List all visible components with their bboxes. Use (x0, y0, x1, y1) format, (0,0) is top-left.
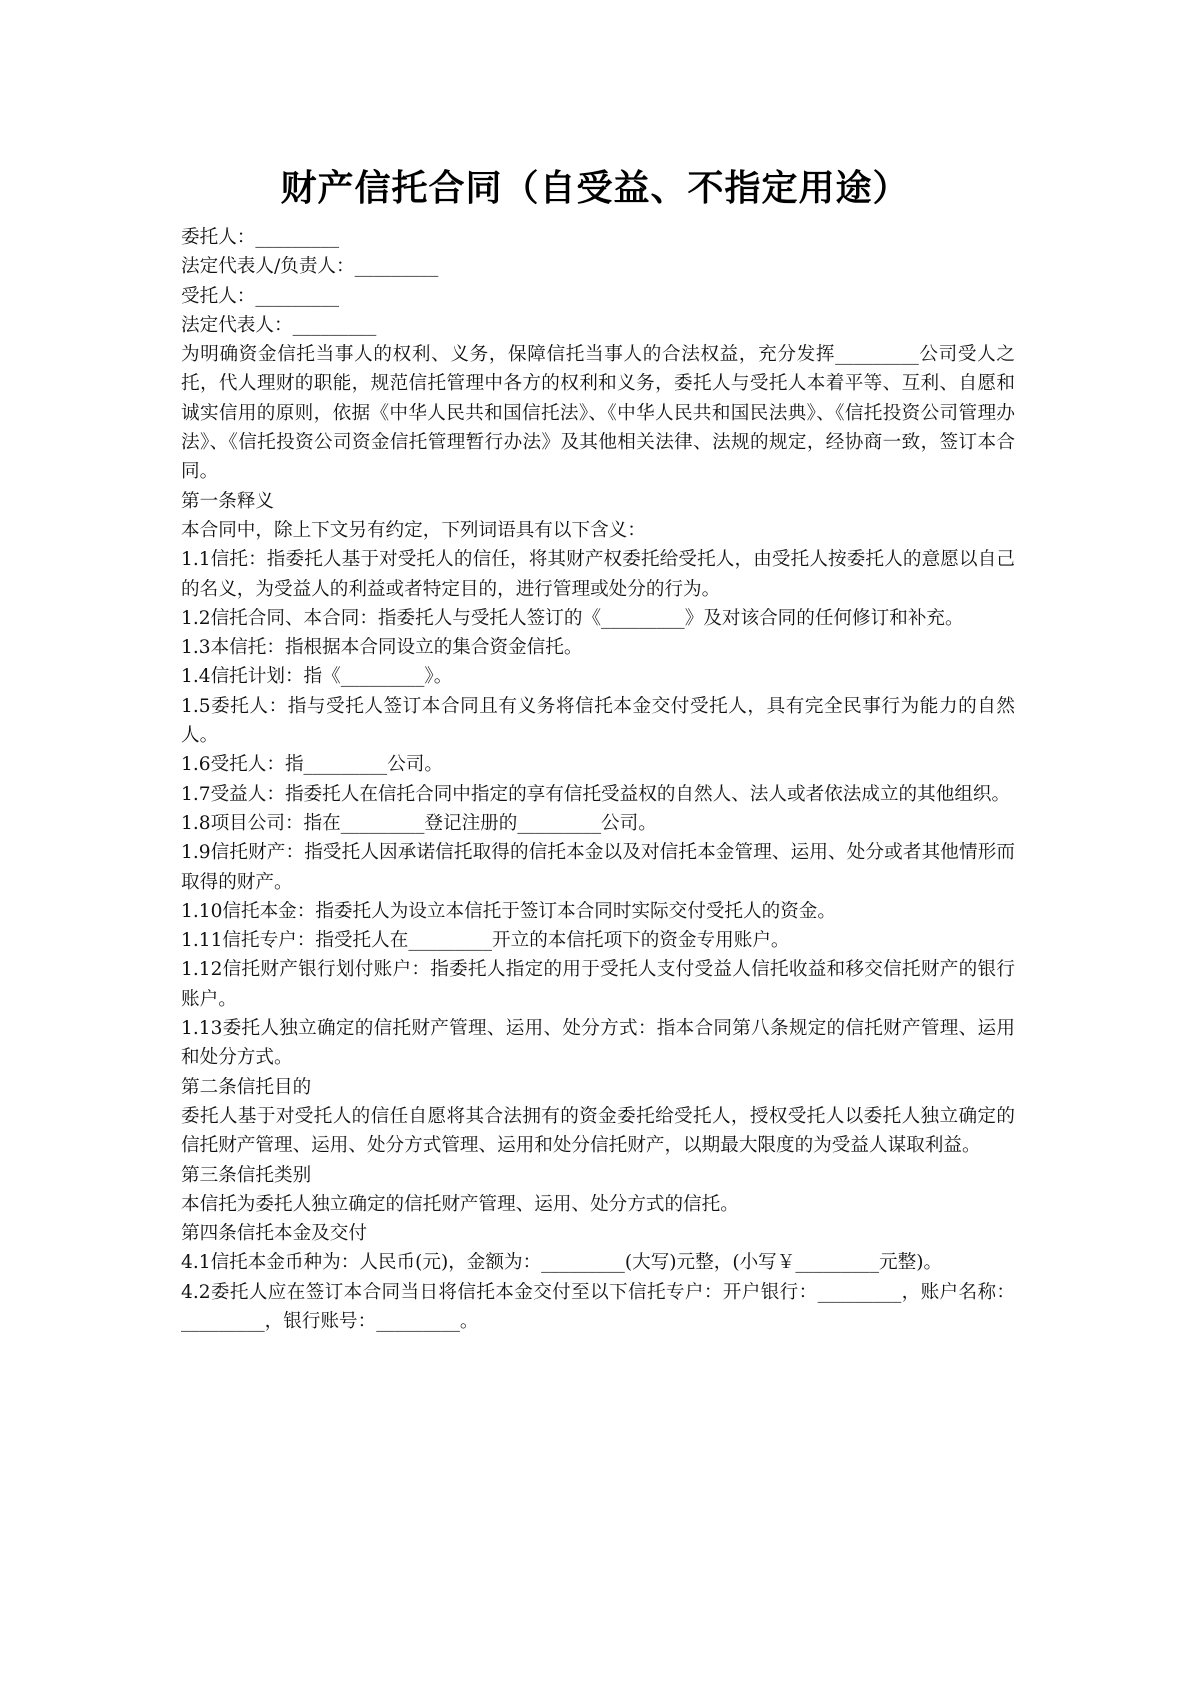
definition-item: 1.3本信托：指根据本合同设立的集合资金信托。 (181, 637, 583, 659)
definition-item: 1.13委托人独立确定的信托财产管理、运用、处分方式：指本合同第八条规定的信托财产管理、运用和处分方式。 (181, 1018, 1015, 1069)
article-3-heading: 第三条信托类别 (181, 1164, 312, 1186)
definition-item: 1.7受益人：指委托人在信托合同中指定的享有信托受益权的自然人、法人或者依法成立的其他组织。 (181, 783, 1011, 805)
definition-item: 1.2信托合同、本合同：指委托人与受托人签订的《_________》及对该合同的任何修订和补充。 (181, 607, 964, 629)
article-4-heading: 第四条信托本金及交付 (181, 1223, 367, 1245)
party-trustor: 委托人：_________ (181, 227, 340, 248)
principal-item: 4.2委托人应在签订本合同当日将信托本金交付至以下信托专户：开户银行：_________，账户名称：_________，银行账号：_________。 (181, 1281, 1015, 1332)
article-2-text: 委托人基于对受托人的信任自愿将其合法拥有的资金委托给受托人，授权受托人以委托人独立确定的信托财产管理、运用、处分方式管理、运用和处分信托财产，以期最大限度的为受益人谋取利益。 (181, 1105, 1015, 1157)
definition-item: 1.5委托人：指与受托人签订本合同且有义务将信托本金交付受托人，具有完全民事行为能力的自然人。 (181, 695, 1015, 747)
preamble-paragraph: 为明确资金信托当事人的权利、义务，保障信托当事人的合法权益，充分发挥_________公司受人之托，代人理财的职能，规范信托管理中各方的权利和义务，委托人与受托人本着平等、互利、自愿和诚实信用的原则，依据《中华人民共和国信托法》、《中华人民共和国民法典》、《信托投资公司管理办法》、《信托投资公司资金信托管理暂行办法》及其他相关法律、法规的规定，经协商一致，签订本合同。 (181, 344, 1015, 483)
parties-section (181, 223, 1015, 340)
definition-item: 1.1信托：指委托人基于对受托人的信任，将其财产权委托给受托人，由受托人按委托人的意愿以自己的名义，为受益人的利益或者特定目的，进行管理或处分的行为。 (181, 549, 1015, 600)
definition-item: 1.11信托专户：指受托人在_________开立的本信托项下的资金专用账户。 (181, 930, 790, 952)
principal-item: 4.1信托本金币种为：人民币(元)，金额为：_________(大写)元整，(小写￥_________元整)。 (181, 1252, 943, 1274)
definition-item: 1.12信托财产银行划付账户：指委托人指定的用于受托人支付受益人信托收益和移交信托财产的银行账户。 (181, 959, 1015, 1010)
article-2-heading: 第二条信托目的 (181, 1076, 312, 1098)
document-body (181, 223, 1015, 1336)
definition-item: 1.4信托计划：指《_________》。 (181, 666, 453, 688)
article-3-text: 本信托为委托人独立确定的信托财产管理、运用、处分方式的信托。 (181, 1193, 739, 1215)
document-title: 财产信托合同（自受益、不指定用途） (280, 168, 910, 209)
party-trustee-representative: 法定代表人：_________ (181, 314, 377, 336)
article-3-section (181, 1161, 1015, 1220)
article-2-section (181, 1073, 1015, 1161)
definition-item: 1.10信托本金：指委托人为设立本信托于签订本合同时实际交付受托人的资金。 (181, 900, 836, 922)
article-1-heading: 第一条释义 (181, 490, 274, 512)
definition-item: 1.9信托财产：指受托人因承诺信托取得的信托本金以及对信托本金管理、运用、处分或者其他情形而取得的财产。 (181, 842, 1015, 893)
party-trustor-representative: 法定代表人/负责人：_________ (181, 256, 439, 278)
party-trustee: 受托人：_________ (181, 285, 340, 307)
article-1-intro: 本合同中，除上下文另有约定，下列词语具有以下含义： (181, 519, 646, 541)
definition-item: 1.8项目公司：指在_________登记注册的_________公司。 (181, 812, 657, 834)
article-4-section (181, 1219, 1015, 1336)
article-1-section (181, 487, 1015, 1073)
definition-item: 1.6受托人：指_________公司。 (181, 754, 443, 776)
